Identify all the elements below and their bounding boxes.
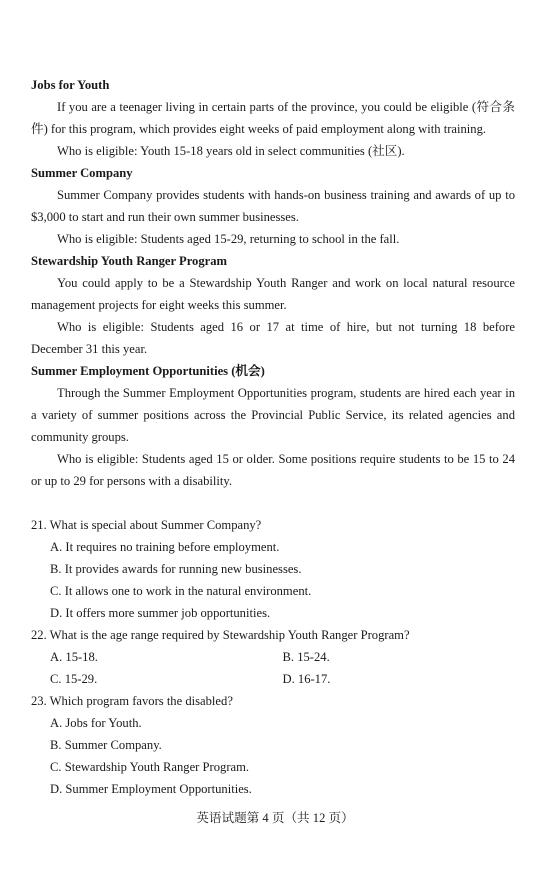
answer-option-b: B. Summer Company.: [50, 738, 162, 752]
section-paragraph: Summer Company provides students with hands-on business training and awards of up to $3,000 to start and run their own summer businesses.: [31, 188, 515, 224]
question-21: [31, 514, 515, 624]
section-heading: Jobs for Youth: [31, 78, 110, 92]
answer-option-a: A. It requires no training before employment.: [50, 540, 280, 554]
question-stem: 22. What is the age range required by Stewardship Youth Ranger Program?: [31, 628, 410, 642]
answer-option-c: C. It allows one to work in the natural environment.: [50, 584, 312, 598]
eligibility-paragraph: Who is eligible: Students aged 15-29, returning to school in the fall.: [57, 232, 400, 246]
eligibility-paragraph: Who is eligible: Students aged 15 or older. Some positions require students to be 15 to 24 or up to 29 for persons with a disability.: [31, 452, 515, 488]
page-footer: 英语试题第 4 页（共 12 页）: [196, 811, 354, 825]
answer-option-b: B. 15-24.: [282, 650, 330, 664]
question-stem: 21. What is special about Summer Company?: [31, 518, 262, 532]
answer-option-d: D. It offers more summer job opportunities.: [50, 606, 271, 620]
section-jobs-for-youth: [31, 74, 515, 162]
question-list: [31, 514, 515, 800]
question-stem: 23. Which program favors the disabled?: [31, 694, 233, 708]
question-22: [31, 624, 515, 690]
answer-option-d: D. 16-17.: [282, 672, 331, 686]
section-heading: Summer Employment Opportunities (机会): [31, 364, 265, 378]
answer-option-row: [31, 668, 515, 690]
section-summer-employment-opportunities: [31, 360, 515, 492]
answer-option-d: D. Summer Employment Opportunities.: [50, 782, 252, 796]
answer-option-c: C. Stewardship Youth Ranger Program.: [50, 760, 250, 774]
section-paragraph: Through the Summer Employment Opportunities program, students are hired each year in a variety of summer positions across the Provincial Public Service, its related agencies and community groups.: [31, 386, 515, 444]
section-paragraph: If you are a teenager living in certain parts of the province, you could be eligible (符合条件) for this program, which provides eight weeks of paid employment along with training.: [31, 100, 515, 136]
question-23: [31, 690, 515, 800]
section-stewardship-youth-ranger: [31, 250, 515, 360]
answer-option-row: [31, 646, 515, 668]
answer-option-a: A. Jobs for Youth.: [50, 716, 142, 730]
section-heading: Summer Company: [31, 166, 133, 180]
section-summer-company: [31, 162, 515, 250]
eligibility-paragraph: Who is eligible: Youth 15-18 years old in select communities (社区).: [57, 144, 405, 158]
section-heading: Stewardship Youth Ranger Program: [31, 254, 228, 268]
exam-page-content: [31, 74, 515, 800]
section-paragraph: You could apply to be a Stewardship Youth Ranger and work on local natural resource management projects for eight weeks this summer.: [31, 276, 515, 312]
answer-option-c: C. 15-29.: [50, 672, 98, 686]
eligibility-paragraph: Who is eligible: Students aged 16 or 17 at time of hire, but not turning 18 before December 31 this year.: [31, 320, 515, 356]
answer-option-b: B. It provides awards for running new businesses.: [50, 562, 302, 576]
answer-option-a: A. 15-18.: [50, 650, 98, 664]
